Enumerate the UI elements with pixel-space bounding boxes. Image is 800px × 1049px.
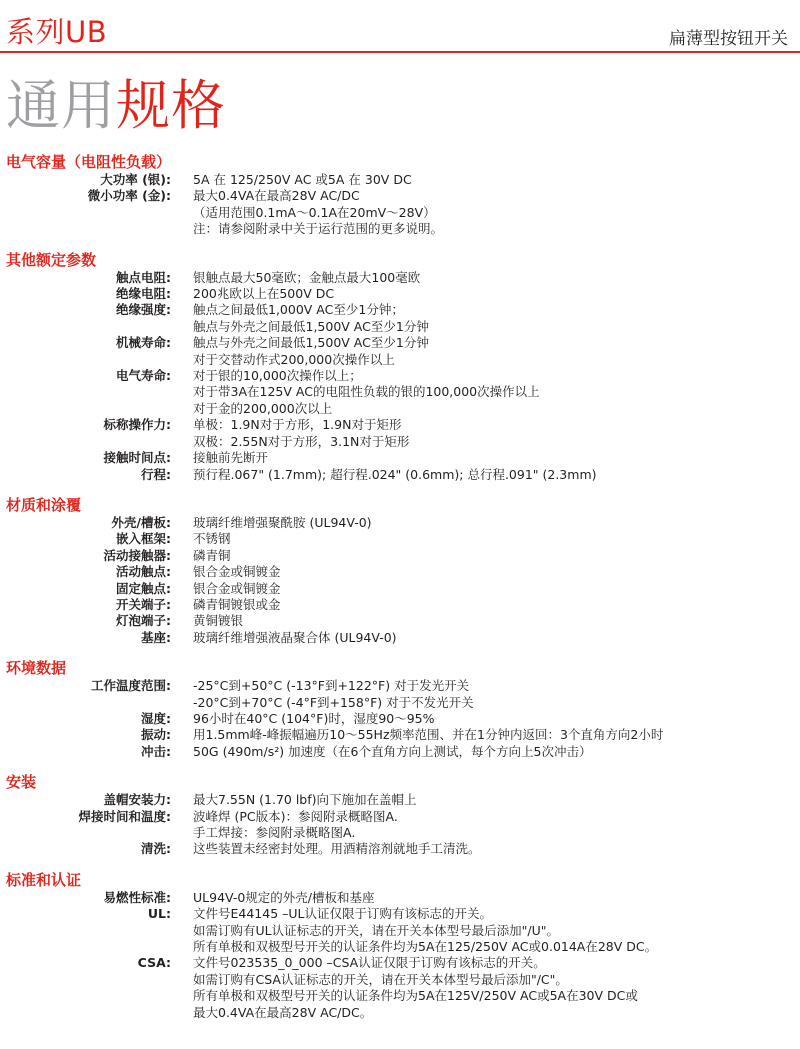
spec-label: 基座: — [141, 629, 171, 645]
spec-values — [193, 597, 800, 613]
spec-row — [0, 531, 800, 547]
spec-row — [0, 270, 800, 286]
section-title: 安装 — [6, 773, 37, 792]
spec-row — [0, 744, 800, 760]
spec-row — [0, 450, 800, 466]
spec-value-line: 接触前先断开 — [193, 450, 269, 466]
spec-row — [0, 515, 800, 531]
spec-value-line: 银合金或铜镀金 — [193, 580, 281, 596]
spec-value-line: 对于银的10,000次操作以上； — [193, 368, 362, 384]
spec-row — [0, 417, 800, 450]
spec-row — [0, 630, 800, 646]
section-title: 环境数据 — [6, 659, 67, 678]
spec-value-line: 用1.5mm峰-峰振幅遍历10～55Hz频率范围、并在1分钟内返回：3个直角方向2小时 — [193, 727, 664, 743]
spec-label: 接触时间点: — [103, 450, 171, 466]
spec-row — [0, 955, 800, 1021]
spec-values — [193, 302, 800, 335]
spec-label: 行程: — [141, 466, 171, 482]
spec-value-line: 磷青铜 — [193, 547, 231, 563]
spec-section — [0, 495, 800, 646]
spec-values — [193, 678, 800, 711]
spec-label: 冲击: — [141, 743, 171, 759]
spec-values — [193, 417, 800, 450]
spec-label: 大功率 (银): — [100, 172, 171, 187]
spec-label: UL: — [147, 906, 171, 922]
section-title: 材质和涂覆 — [6, 495, 82, 514]
spec-values — [193, 792, 800, 808]
spec-row — [0, 792, 800, 808]
spec-label: 湿度: — [141, 710, 171, 726]
spec-value-line: 所有单极和双极型号开关的认证条件均为5A在125V/250V AC或5A在30V DC或 — [193, 988, 638, 1004]
spec-value-line: （适用范围0.1mA～0.1A在20mV～28V） — [193, 204, 436, 220]
spec-value-line: 手工焊接：参阅附录概略图A. — [193, 825, 356, 840]
spec-values — [193, 955, 800, 1021]
spec-values — [193, 172, 800, 188]
spec-value-line: 触点之间最低1,000V AC至少1分钟； — [193, 302, 404, 318]
section-title: 标准和认证 — [6, 870, 82, 889]
spec-value-line: 预行程.067" (1.7mm); 超行程.024" (0.6mm); 总行程.091" (2.3mm) — [193, 466, 597, 482]
spec-row — [0, 564, 800, 580]
spec-label: 绝缘强度: — [116, 302, 171, 318]
spec-values — [193, 531, 800, 547]
spec-values — [193, 515, 800, 531]
spec-value-line: 单极：1.9N对于方形，1.9N对于矩形 — [193, 417, 402, 433]
spec-values — [193, 450, 800, 466]
spec-row — [0, 613, 800, 629]
spec-label: 微小功率 (金): — [87, 188, 171, 204]
spec-value-line: -25°C到+50°C (-13°F到+122°F) 对于发光开关 — [193, 678, 470, 694]
spec-value-line: 文件号023535_0_000 –CSA认证仅限于订购有该标志的开关。 — [193, 955, 546, 971]
spec-value-line: 如需订购有CSA认证标志的开关，请在开关本体型号最后添加"/C"。 — [193, 971, 568, 987]
spec-value-line: 注：请参阅附录中关于运行范围的更多说明。 — [193, 221, 444, 237]
spec-value-line: 银触点最大50毫欧；金触点最大100毫欧 — [193, 269, 421, 285]
spec-label: 外壳/槽板: — [111, 514, 171, 530]
spec-section — [0, 772, 800, 858]
spec-section — [0, 152, 800, 238]
spec-row — [0, 809, 800, 842]
spec-sections — [0, 152, 800, 1033]
spec-values — [193, 188, 800, 237]
series-title: 系列UB — [6, 15, 108, 49]
spec-value-line: 这些装置未经密封处理。用酒精溶剂就地手工清洗。 — [193, 841, 481, 857]
spec-values — [193, 744, 800, 760]
spec-row — [0, 906, 800, 955]
spec-row — [0, 841, 800, 857]
spec-value-line: 对于交替动作式200,000次操作以上 — [193, 351, 395, 367]
spec-row — [0, 172, 800, 188]
spec-label: 振动: — [141, 727, 171, 743]
spec-row — [0, 581, 800, 597]
spec-row — [0, 188, 800, 237]
spec-value-line: 文件号E44145 –UL认证仅限于订购有该标志的开关。 — [193, 906, 492, 922]
spec-section — [0, 870, 800, 1021]
spec-label: CSA: — [137, 955, 171, 971]
spec-value-line: 双极：2.55N对于方形，3.1N对于矩形 — [193, 433, 410, 449]
spec-label: 清洗: — [141, 841, 171, 857]
spec-values — [193, 890, 800, 906]
spec-values — [193, 809, 800, 842]
spec-value-line: 银合金或铜镀金 — [193, 564, 281, 580]
spec-row — [0, 548, 800, 564]
spec-values — [193, 581, 800, 597]
spec-section — [0, 250, 800, 483]
spec-label: 活动接触器: — [103, 547, 171, 563]
spec-values — [193, 467, 800, 483]
spec-value-line: 最大7.55N (1.70 lbf)向下施加在盖帽上 — [193, 792, 417, 808]
spec-values — [193, 727, 800, 743]
product-name: 扁薄型按钮开关 — [669, 29, 788, 49]
spec-values — [193, 711, 800, 727]
spec-row — [0, 890, 800, 906]
spec-value-line: 最大0.4VA在最高28V AC/DC。 — [193, 1004, 373, 1020]
spec-value-line: 50G (490m/s²) 加速度（在6个直角方向上测试，每个方向上5次冲击） — [193, 743, 592, 759]
spec-label: 灯泡端子: — [116, 613, 171, 629]
spec-label: 焊接时间和温度: — [78, 808, 171, 824]
spec-label: 嵌入框架: — [116, 531, 171, 547]
spec-label: 固定触点: — [116, 580, 171, 596]
spec-label: 盖帽安装力: — [103, 792, 171, 808]
spec-values — [193, 630, 800, 646]
spec-value-line: 玻璃纤维增强液晶聚合体 (UL94V-0) — [193, 629, 397, 645]
spec-value-line: 玻璃纤维增强聚酰胺 (UL94V-0) — [193, 514, 372, 530]
spec-row — [0, 335, 800, 368]
spec-values — [193, 270, 800, 286]
page-title-red: 规格 — [116, 74, 226, 137]
spec-value-line: 200兆欧以上在500V DC — [193, 286, 335, 302]
spec-label: 机械寿命: — [116, 335, 171, 351]
spec-label: 绝缘电阻: — [116, 286, 171, 302]
spec-value-line: 触点与外壳之间最低1,500V AC至少1分钟 — [193, 318, 429, 334]
spec-values — [193, 548, 800, 564]
spec-values — [193, 286, 800, 302]
spec-row — [0, 727, 800, 743]
spec-value-line: 黄铜镀银 — [193, 613, 244, 629]
spec-value-line: 不锈钢 — [193, 531, 231, 547]
spec-value-line: 96小时在40°C (104°F)时，湿度90～95% — [193, 710, 435, 726]
spec-label: 标称操作力: — [103, 417, 171, 433]
spec-values — [193, 564, 800, 580]
spec-values — [193, 841, 800, 857]
page-header — [0, 0, 800, 56]
spec-label: 电气寿命: — [116, 368, 171, 384]
spec-row — [0, 597, 800, 613]
spec-label: 易燃性标准: — [103, 889, 171, 905]
spec-label: 活动触点: — [116, 564, 171, 580]
spec-label: 触点电阻: — [116, 269, 171, 285]
spec-label: 开关端子: — [116, 596, 171, 612]
spec-row — [0, 302, 800, 335]
spec-value-line: 最大0.4VA在最高28V AC/DC — [193, 188, 360, 204]
spec-value-line: 5A 在 125/250V AC 或5A 在 30V DC — [193, 172, 412, 187]
spec-section — [0, 658, 800, 760]
page-title — [6, 74, 226, 138]
section-title: 其他额定参数 — [6, 250, 97, 269]
spec-value-line: 所有单极和双极型号开关的认证条件均为5A在125/250V AC或0.014A在28V DC。 — [193, 939, 658, 955]
spec-row — [0, 368, 800, 417]
spec-row — [0, 467, 800, 483]
spec-value-line: 如需订购有UL认证标志的开关，请在开关本体型号最后添加"/U"。 — [193, 922, 559, 938]
page-title-gray: 通用 — [6, 74, 116, 137]
spec-values — [193, 906, 800, 955]
spec-value-line: -20°C到+70°C (-4°F到+158°F) 对于不发光开关 — [193, 694, 474, 710]
header-rule — [0, 51, 800, 53]
spec-value-line: 对于金的200,000次以上 — [193, 400, 333, 416]
spec-row — [0, 711, 800, 727]
spec-values — [193, 368, 800, 417]
spec-values — [193, 613, 800, 629]
spec-values — [193, 335, 800, 368]
spec-value-line: 波峰焊 (PC版本)：参阅附录概略图A. — [193, 808, 398, 824]
section-title: 电气容量（电阻性负载） — [6, 153, 172, 171]
spec-row — [0, 678, 800, 711]
spec-value-line: 磷青铜镀银或金 — [193, 596, 281, 612]
spec-value-line: 触点与外壳之间最低1,500V AC至少1分钟 — [193, 335, 429, 351]
spec-label: 工作温度范围: — [91, 678, 171, 694]
spec-value-line: UL94V-0规定的外壳/槽板和基座 — [193, 889, 375, 905]
spec-value-line: 对于带3A在125V AC的电阻性负载的银的100,000次操作以上 — [193, 384, 540, 400]
spec-row — [0, 286, 800, 302]
